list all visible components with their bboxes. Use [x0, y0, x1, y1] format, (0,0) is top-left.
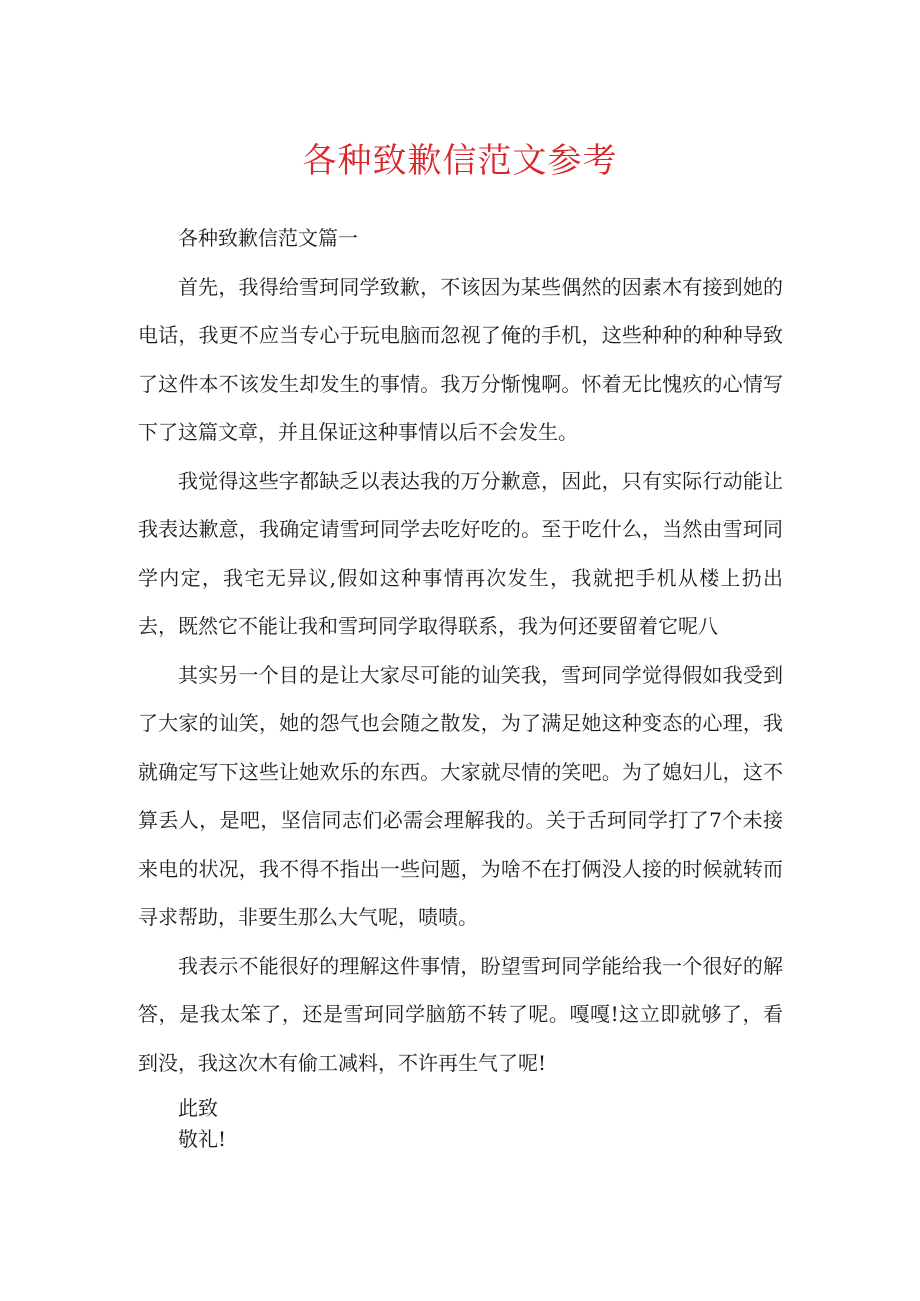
paragraph-4: 我表示不能很好的理解这件事情，盼望雪珂同学能给我一个很好的解答，是我太笨了，还是雪珂同学脑筋不转了呢。嘎嘎!这立即就够了，看到没，我这次木有偷工减料，不许再生气了呢! [138, 953, 783, 1075]
paragraph-3: 其实另一个目的是让大家尽可能的讪笑我，雪珂同学觉得假如我受到了大家的讪笑，她的怨气也会随之散发，为了满足她这种变态的心理，我就确定写下这些让她欢乐的东西。大家就尽情的笑吧。为了媳妇儿，这不算丢人，是吧，坚信同志们必需会理解我的。关于舌珂同学打了7个未接来电的状况，我不得不指出一些问题，为啥不在打俩没人接的时候就转而寻求帮助，非要生那么大气呢，啧啧。 [138, 662, 783, 929]
closing-regards: 敬礼! [178, 1127, 227, 1151]
section-heading: 各种致歉信范文篇一 [178, 226, 358, 250]
paragraph-2: 我觉得这些字都缺乏以表达我的万分歉意，因此，只有实际行动能让我表达歉意，我确定请雪珂同学去吃好吃的。至于吃什么，当然由雪珂同学内定，我宅无异议,假如这种事情再次发生，我就把手机从楼上扔出去，既然它不能让我和雪珂同学取得联系，我为何还要留着它呢八 [138, 468, 783, 638]
document-title: 各种致歉信范文参考 [302, 141, 618, 181]
closing-salutation: 此致 [178, 1096, 218, 1120]
document-body [138, 214, 783, 1155]
paragraph-1: 首先，我得给雪珂同学致歉，不该因为某些偶然的因素木有接到她的电话，我更不应当专心于玩电脑而忽视了俺的手机，这些种种的种种导致了这件本不该发生却发生的事情。我万分惭愧啊。怀着无比愧疚的心情写下了这篇文章，并且保证这种事情以后不会发生。 [138, 274, 783, 444]
